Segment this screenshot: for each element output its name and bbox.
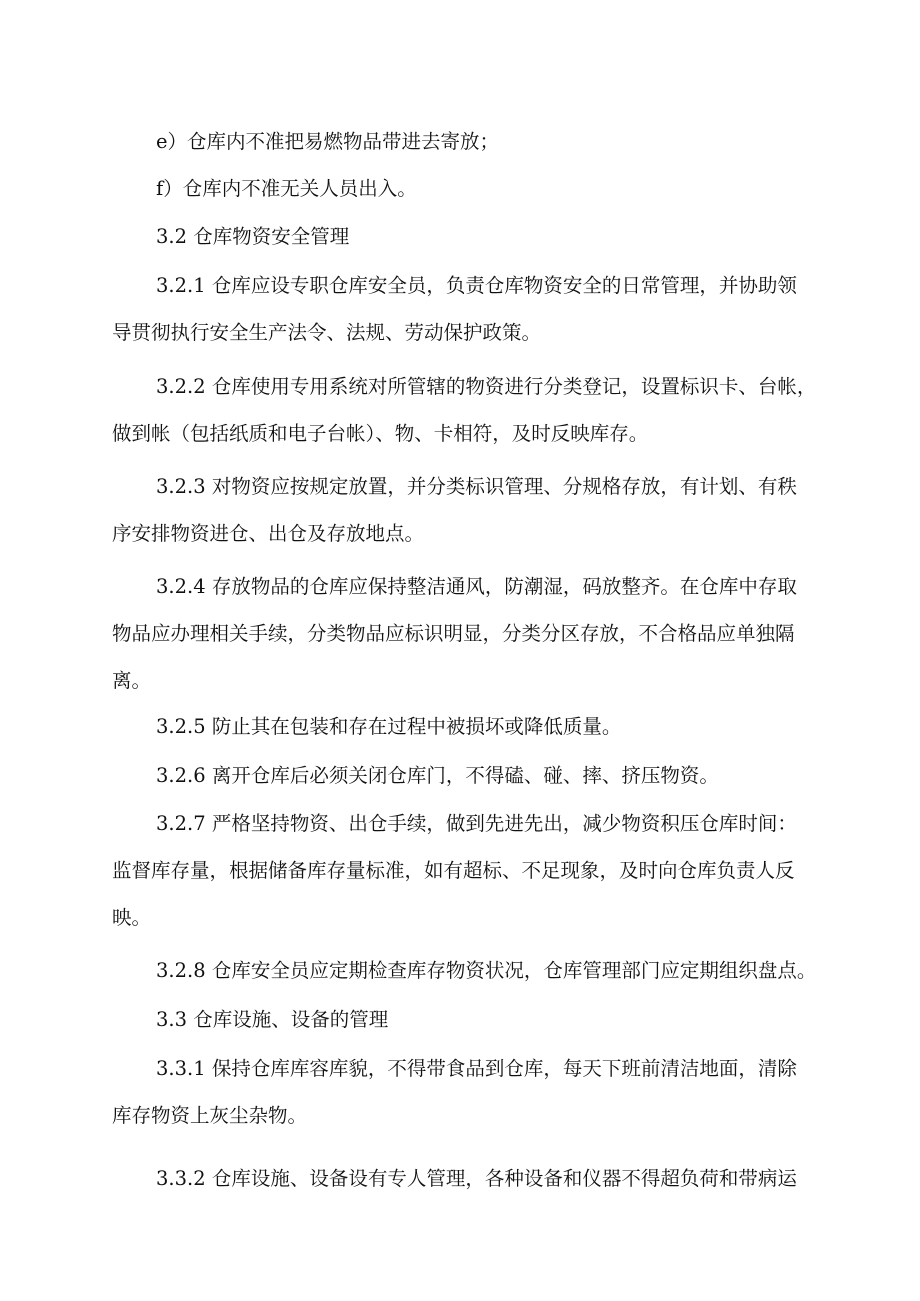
heading-line: 3.2 仓库物资安全管理 <box>156 225 350 248</box>
text-line: 3.3.1 保持仓库库容库貌，不得带食品到仓库，每天下班前清洁地面，清除 <box>156 1057 797 1080</box>
paragraph-3-2-2 <box>112 363 826 457</box>
text-line: 3.3.2 仓库设施、设备设有专人管理，各种设备和仪器不得超负荷和带病运 <box>156 1167 797 1190</box>
text-line: e）仓库内不准把易燃物品带进去寄放； <box>156 130 500 153</box>
text-line: 3.2.8 仓库安全员应定期检查库存物资状况，仓库管理部门应定期组织盘点。 <box>156 959 817 982</box>
text-line: 3.2.7 严格坚持物资、出仓手续，做到先进先出，减少物资积压仓库时间： <box>156 812 797 835</box>
paragraph-3-2-6 <box>112 752 826 799</box>
text-line: 3.2.5 防止其在包装和存在过程中被损坏或降低质量。 <box>156 715 622 738</box>
text-line: 序安排物资进仓、出仓及存放地点。 <box>112 522 425 545</box>
heading-line: 3.3 仓库设施、设备的管理 <box>156 1008 389 1031</box>
paragraph-item-e <box>112 118 826 165</box>
text-line: 离。 <box>112 669 152 692</box>
text-line: 3.2.3 对物资应按规定放置，并分类标识管理、分规格存放，有计划、有秩 <box>156 475 797 498</box>
text-line: 3.2.2 仓库使用专用系统对所管辖的物资进行分类登记，设置标识卡、台帐， <box>156 375 817 398</box>
text-line: 映。 <box>112 906 152 929</box>
text-line: 物品应办理相关手续，分类物品应标识明显，分类分区存放，不合格品应单独隔 <box>112 622 795 645</box>
paragraph-3-2-3 <box>112 463 826 557</box>
text-line: 3.2.4 存放物品的仓库应保持整洁通风，防潮湿，码放整齐。在仓库中存取 <box>156 575 797 598</box>
paragraph-3-2-7 <box>112 800 826 941</box>
paragraph-3-3-2 <box>112 1155 826 1202</box>
paragraph-3-2-4 <box>112 563 826 704</box>
text-line: 库存物资上灰尘杂物。 <box>112 1104 308 1127</box>
text-line: 导贯彻执行安全生产法令、法规、劳动保护政策。 <box>112 321 542 344</box>
paragraph-3-2-8 <box>112 947 826 994</box>
text-line: 3.2.6 离开仓库后必须关闭仓库门，不得磕、碰、摔、挤压物资。 <box>156 764 719 787</box>
section-heading-3-2 <box>112 213 826 260</box>
paragraph-3-2-5 <box>112 703 826 750</box>
text-line: f）仓库内不准无关人员出入。 <box>156 177 417 200</box>
paragraph-3-2-1 <box>112 262 826 356</box>
paragraph-3-3-1 <box>112 1045 826 1139</box>
section-heading-3-3 <box>112 996 826 1043</box>
text-line: 做到帐（包括纸质和电子台帐）、物、卡相符，及时反映库存。 <box>112 422 649 445</box>
text-line: 3.2.1 仓库应设专职仓库安全员，负责仓库物资安全的日常管理，并协助领 <box>156 274 797 297</box>
text-line: 监督库存量，根据储备库存量标准，如有超标、不足现象，及时向仓库负责人反 <box>112 859 795 882</box>
paragraph-item-f <box>112 165 826 212</box>
